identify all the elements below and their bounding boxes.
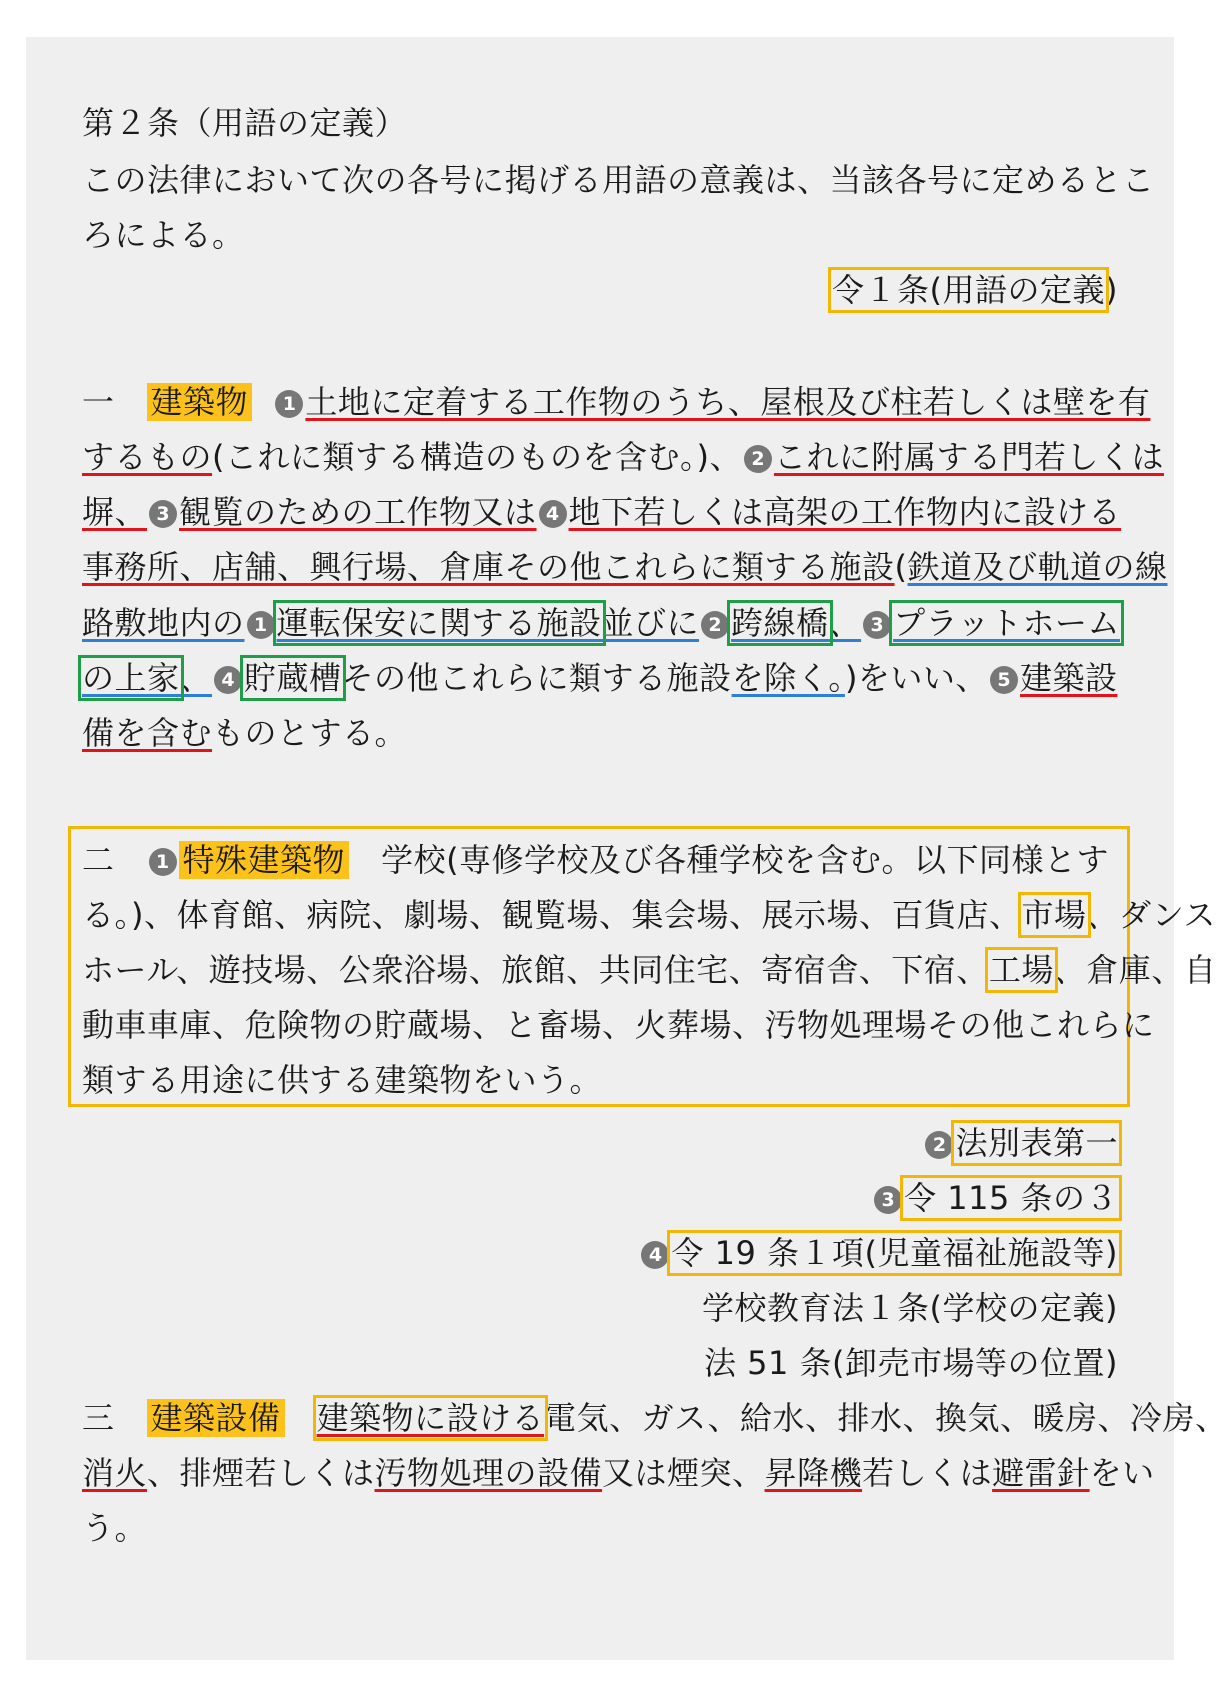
circle-number: 2 — [925, 1131, 953, 1159]
item3-sewage: 汚物処理の設備 — [374, 1454, 603, 1492]
circle-number: 4 — [214, 666, 242, 694]
item1-def-5-end: 備を含む — [82, 714, 213, 752]
item1-paren-close: )をいい、 — [844, 659, 988, 697]
ref-3 — [82, 1178, 1118, 1218]
item1-def-1: 土地に定着する工作物のうち、屋根及び柱若しくは壁を有 — [305, 383, 1151, 421]
circle-number: 2 — [744, 445, 772, 473]
ref-2 — [82, 1123, 1118, 1163]
excluded-facility-1: 運転保安に関する施設 — [276, 604, 602, 642]
item1-def-3: 観覧のための工作物又は — [179, 493, 537, 531]
item1-line-6 — [82, 658, 1118, 698]
circle-number: 2 — [701, 611, 729, 639]
ref-6: 法 51 条(卸売市場等の位置) — [703, 1344, 1118, 1382]
circle-number: 3 — [149, 500, 177, 528]
item1-line-3 — [82, 492, 1122, 532]
item2-factory: 工場 — [988, 951, 1054, 989]
item1-def-5: 建築設 — [1019, 659, 1118, 697]
circle-number: 4 — [641, 1241, 669, 1269]
intro-line-1: この法律において次の各号に掲げる用語の意義は、当該各号に定めるとこ — [82, 161, 1155, 199]
item1-def-4-end: 事務所、店舗、興行場、倉庫その他これらに類する施設 — [82, 548, 895, 586]
item3-text-4: 若しくは — [862, 1454, 993, 1492]
item1-and: 並びに — [601, 604, 700, 642]
item3-number: 三 — [82, 1399, 115, 1437]
excluded-facility-2: 跨線橋 — [731, 604, 829, 642]
circle-number: 1 — [247, 611, 275, 639]
ref-rei-1-close: ) — [1105, 271, 1118, 309]
item3-text-3: 又は煙突、 — [602, 1454, 765, 1492]
item2-text-2: る。)、体育館、病院、劇場、観覧場、集会場、展示場、百貨店、 — [82, 896, 1022, 934]
circle-number: 1 — [149, 848, 177, 876]
comma: 、 — [828, 604, 862, 642]
item1-def-1-end: するもの — [82, 438, 213, 476]
item2-text-3b: 、倉庫、自 — [1053, 951, 1217, 989]
item1-number: 一 — [82, 383, 115, 421]
ref-3-box: 令 115 条の３ — [904, 1179, 1118, 1217]
ref-rei-1 — [82, 270, 1118, 310]
item1-exclude: を除く。 — [731, 659, 845, 697]
item3-line-1 — [82, 1398, 1228, 1438]
item2-text-2b: 、ダンス — [1086, 896, 1216, 934]
comma: 、 — [179, 659, 213, 697]
ref-4-box: 令 19 条１項(児童福祉施設等) — [671, 1234, 1118, 1272]
item1-def-4: 地下若しくは高架の工作物内に設ける — [568, 493, 1122, 531]
item2-line-1 — [82, 840, 1118, 880]
item2-market: 市場 — [1021, 896, 1087, 934]
item1-line-1 — [82, 382, 1151, 422]
item1-ending: ものとする。 — [212, 714, 408, 752]
item1-similar: その他これらに類する施設 — [341, 659, 732, 697]
excluded-facility-3-end: の上家 — [82, 659, 180, 697]
item3-elevator: 昇降機 — [764, 1454, 863, 1492]
excluded-facility-4: 貯蔵槽 — [244, 659, 342, 697]
item2-text-1: 学校(専修学校及び各種学校を含む。以下同様とす — [381, 841, 1110, 879]
article-heading: 第２条（用語の定義） — [82, 104, 408, 142]
circle-number: 1 — [275, 390, 303, 418]
item2-line-5: 類する用途に供する建築物をいう。 — [82, 1061, 603, 1099]
item1-def-2: これに附属する門若しくは — [774, 438, 1165, 476]
item3-line-2 — [82, 1453, 1155, 1493]
item1-line-2 — [82, 437, 1165, 477]
item2-term: 特殊建築物 — [179, 841, 350, 879]
item1-def-2-end: 塀、 — [82, 493, 148, 531]
ref-4 — [82, 1233, 1118, 1273]
item3-text-2: 、排煙若しくは — [147, 1454, 375, 1492]
item3-term: 建築設備 — [147, 1399, 285, 1437]
ref-rei-1-box: 令１条(用語の定義 — [832, 271, 1106, 309]
item2-line-4: 動車車庫、危険物の貯蔵場、と畜場、火葬場、汚物処理場その他これらに — [82, 1006, 1155, 1044]
item2-text-3: ホール、遊技場、公衆浴場、旅館、共同住宅、寄宿舎、下宿、 — [82, 951, 989, 989]
excluded-facility-3: プラットホーム — [893, 604, 1120, 642]
item1-exclusion: 鉄道及び軌道の線 — [907, 548, 1168, 586]
ref-5: 学校教育法１条(学校の定義) — [702, 1289, 1118, 1327]
intro-line-2: ろによる。 — [82, 216, 245, 254]
item1-line-4 — [82, 547, 1168, 587]
item2-number: 二 — [82, 841, 115, 879]
item3-line-3: う。 — [82, 1509, 148, 1547]
item3-fire: 消火 — [82, 1454, 148, 1492]
item1-term: 建築物 — [147, 383, 253, 421]
item2-line-3 — [82, 950, 1217, 990]
item2-line-2 — [82, 895, 1216, 935]
item3-text-1: 電気、ガス、給水、排水、換気、暖房、冷房、 — [544, 1399, 1228, 1437]
item3-lightning-rod: 避雷針 — [992, 1454, 1090, 1492]
item1-line-7 — [82, 713, 1118, 753]
circle-number: 5 — [990, 666, 1018, 694]
item1-paren: (これに類する構造のものを含む。)、 — [212, 438, 742, 476]
circle-number: 3 — [874, 1186, 902, 1214]
ref-2-box: 法別表第一 — [955, 1124, 1118, 1162]
item1-paren-open: ( — [894, 548, 908, 586]
circle-number: 4 — [539, 500, 567, 528]
circle-number: 3 — [863, 611, 891, 639]
item3-text-5: をい — [1089, 1454, 1155, 1492]
item1-line-5 — [82, 603, 1118, 643]
item1-exclusion-cont: 路敷地内の — [82, 604, 245, 642]
item3-installed: 建築物に設ける — [316, 1399, 545, 1437]
